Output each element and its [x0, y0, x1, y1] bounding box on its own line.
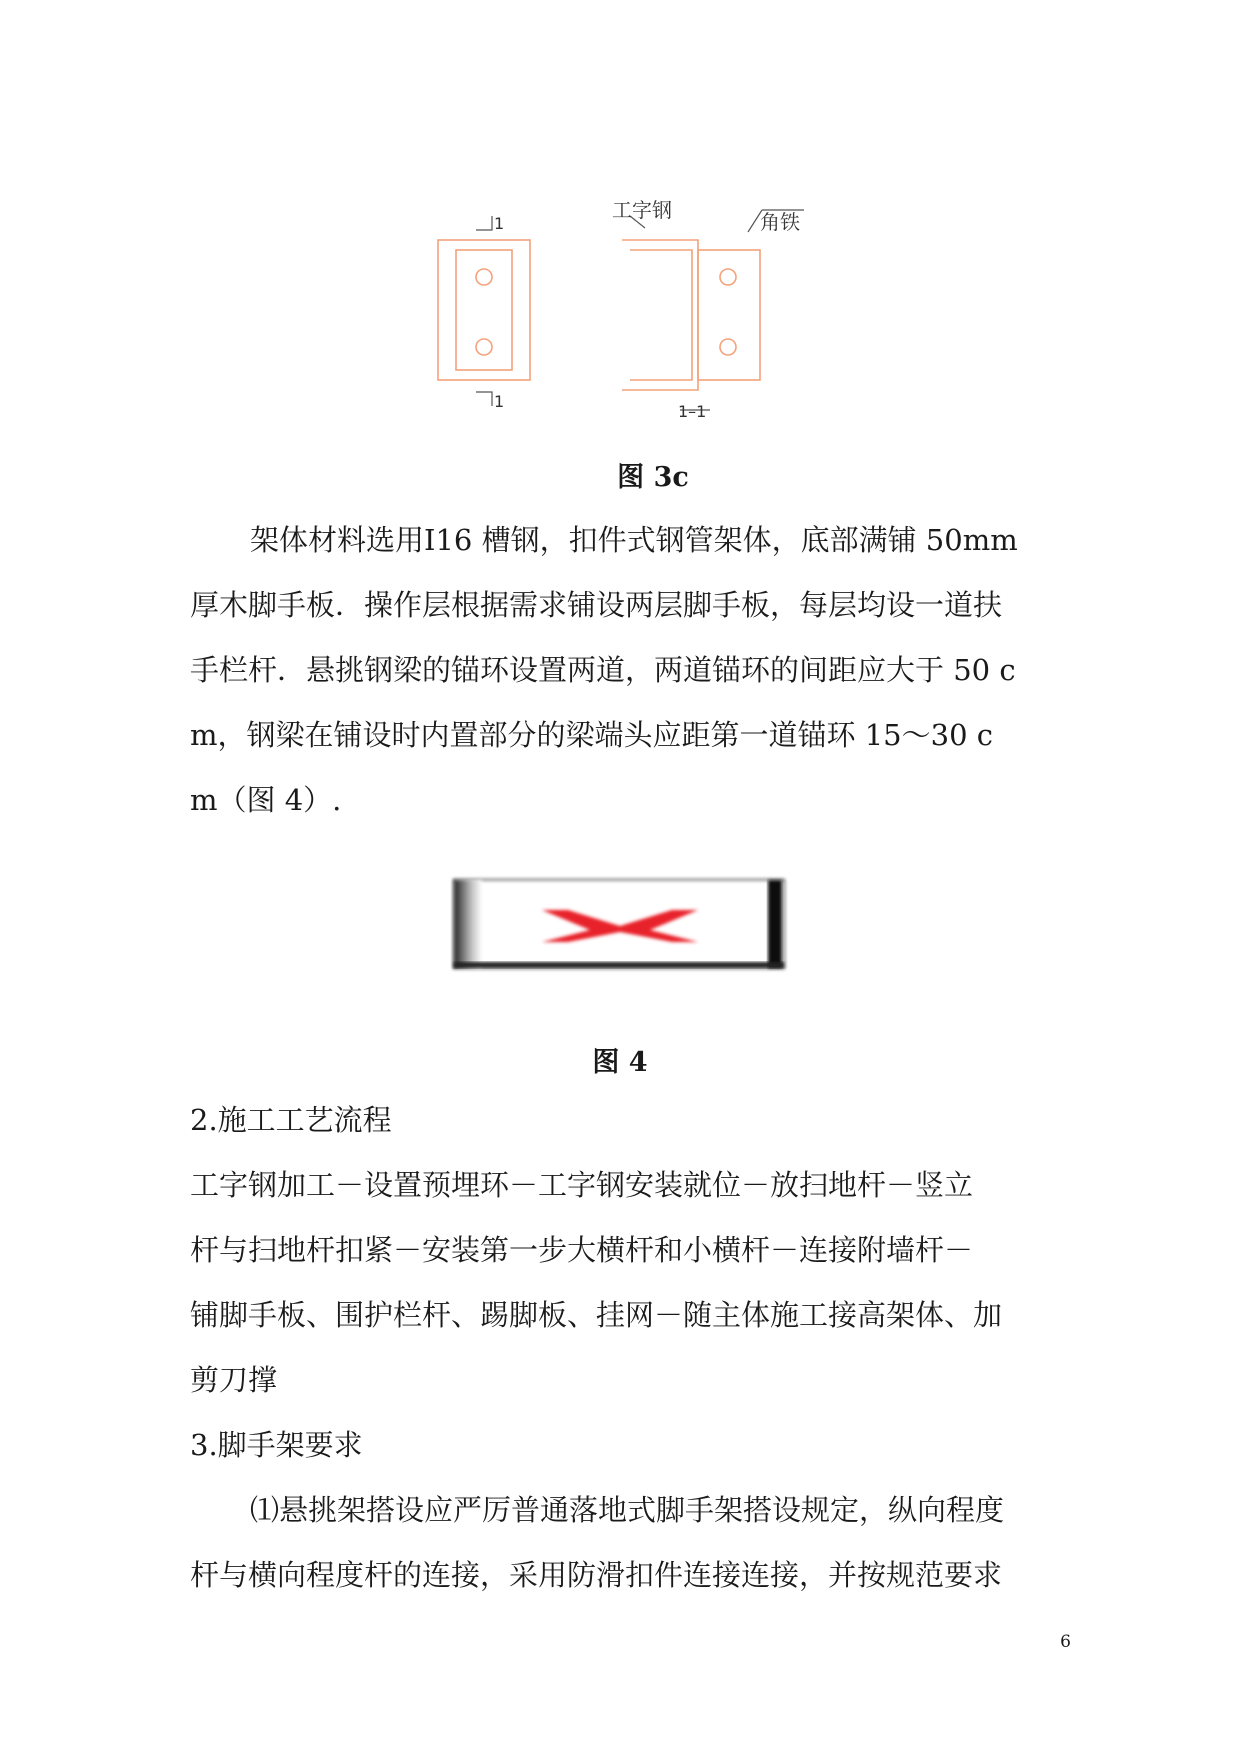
plate-inner: [456, 250, 512, 370]
paragraph-line: 架体材料选用Ⅰ16 槽钢，扣件式钢管架体，底部满铺 50mm: [250, 523, 1018, 557]
paragraph-line: 剪刀撑: [190, 1363, 278, 1397]
page-number: 6: [1060, 1632, 1071, 1652]
paragraph-line: 厚木脚手板．操作层根据需求铺设两层脚手板，每层均设一道扶: [190, 588, 1003, 622]
plate-outline: [438, 240, 530, 380]
section-mark-bottom: [476, 392, 492, 406]
paragraph-line: m，钢梁在铺设时内置部分的梁端头应距第一道锚环 15～30 c: [190, 718, 993, 752]
label-ibeam: 工字钢: [612, 198, 672, 222]
bolt-hole: [720, 269, 736, 285]
paragraph-line: 手栏杆．悬挑钢梁的锚环设置两道，两道锚环的间距应大于 50 c: [190, 653, 1016, 687]
section-heading: 2.施工工艺流程: [190, 1103, 392, 1137]
paragraph-materials: [190, 508, 1070, 833]
section-heading: 3.脚手架要求: [190, 1428, 363, 1462]
section-process: [190, 1088, 1070, 1608]
image-frame: [454, 880, 784, 968]
bolt-hole: [476, 269, 492, 285]
paragraph-line: 铺脚手板、围护栏杆、踢脚板、挂网－随主体施工接高架体、加: [190, 1298, 1003, 1332]
channel-section: [622, 240, 698, 390]
figure-4-caption: 图 4: [592, 1047, 648, 1078]
section-label: 1–1: [678, 402, 707, 421]
section-mark-bottom-label: 1: [494, 392, 505, 411]
paragraph-line: 工字钢加工－设置预埋环－工字钢安装就位－放扫地杆－竖立: [190, 1168, 974, 1202]
bolt-hole: [720, 339, 736, 355]
section-mark-top-label: 1: [494, 214, 505, 233]
image-right-edge: [768, 880, 782, 968]
bolt-hole: [476, 339, 492, 355]
paragraph-line: 杆与扫地杆扣紧－安装第一步大横杆和小横杆－连接附墙杆－: [190, 1233, 974, 1267]
image-bottom-edge: [454, 962, 784, 968]
image-left-shade: [454, 880, 482, 968]
label-angle-iron: 角铁: [760, 210, 800, 234]
section-mark-top: [476, 216, 492, 230]
paragraph-line: m（图 4）.: [190, 783, 342, 817]
figure-4-image: [450, 874, 790, 974]
figure-3c-caption: 图 3c: [617, 462, 689, 493]
paragraph-line: ⑴悬挑架搭设应严厉普通落地式脚手架搭设规定，纵向程度: [250, 1493, 1005, 1527]
paragraph-line: 杆与横向程度杆的连接，采用防滑扣件连接连接，并按规范要求: [190, 1558, 1003, 1592]
